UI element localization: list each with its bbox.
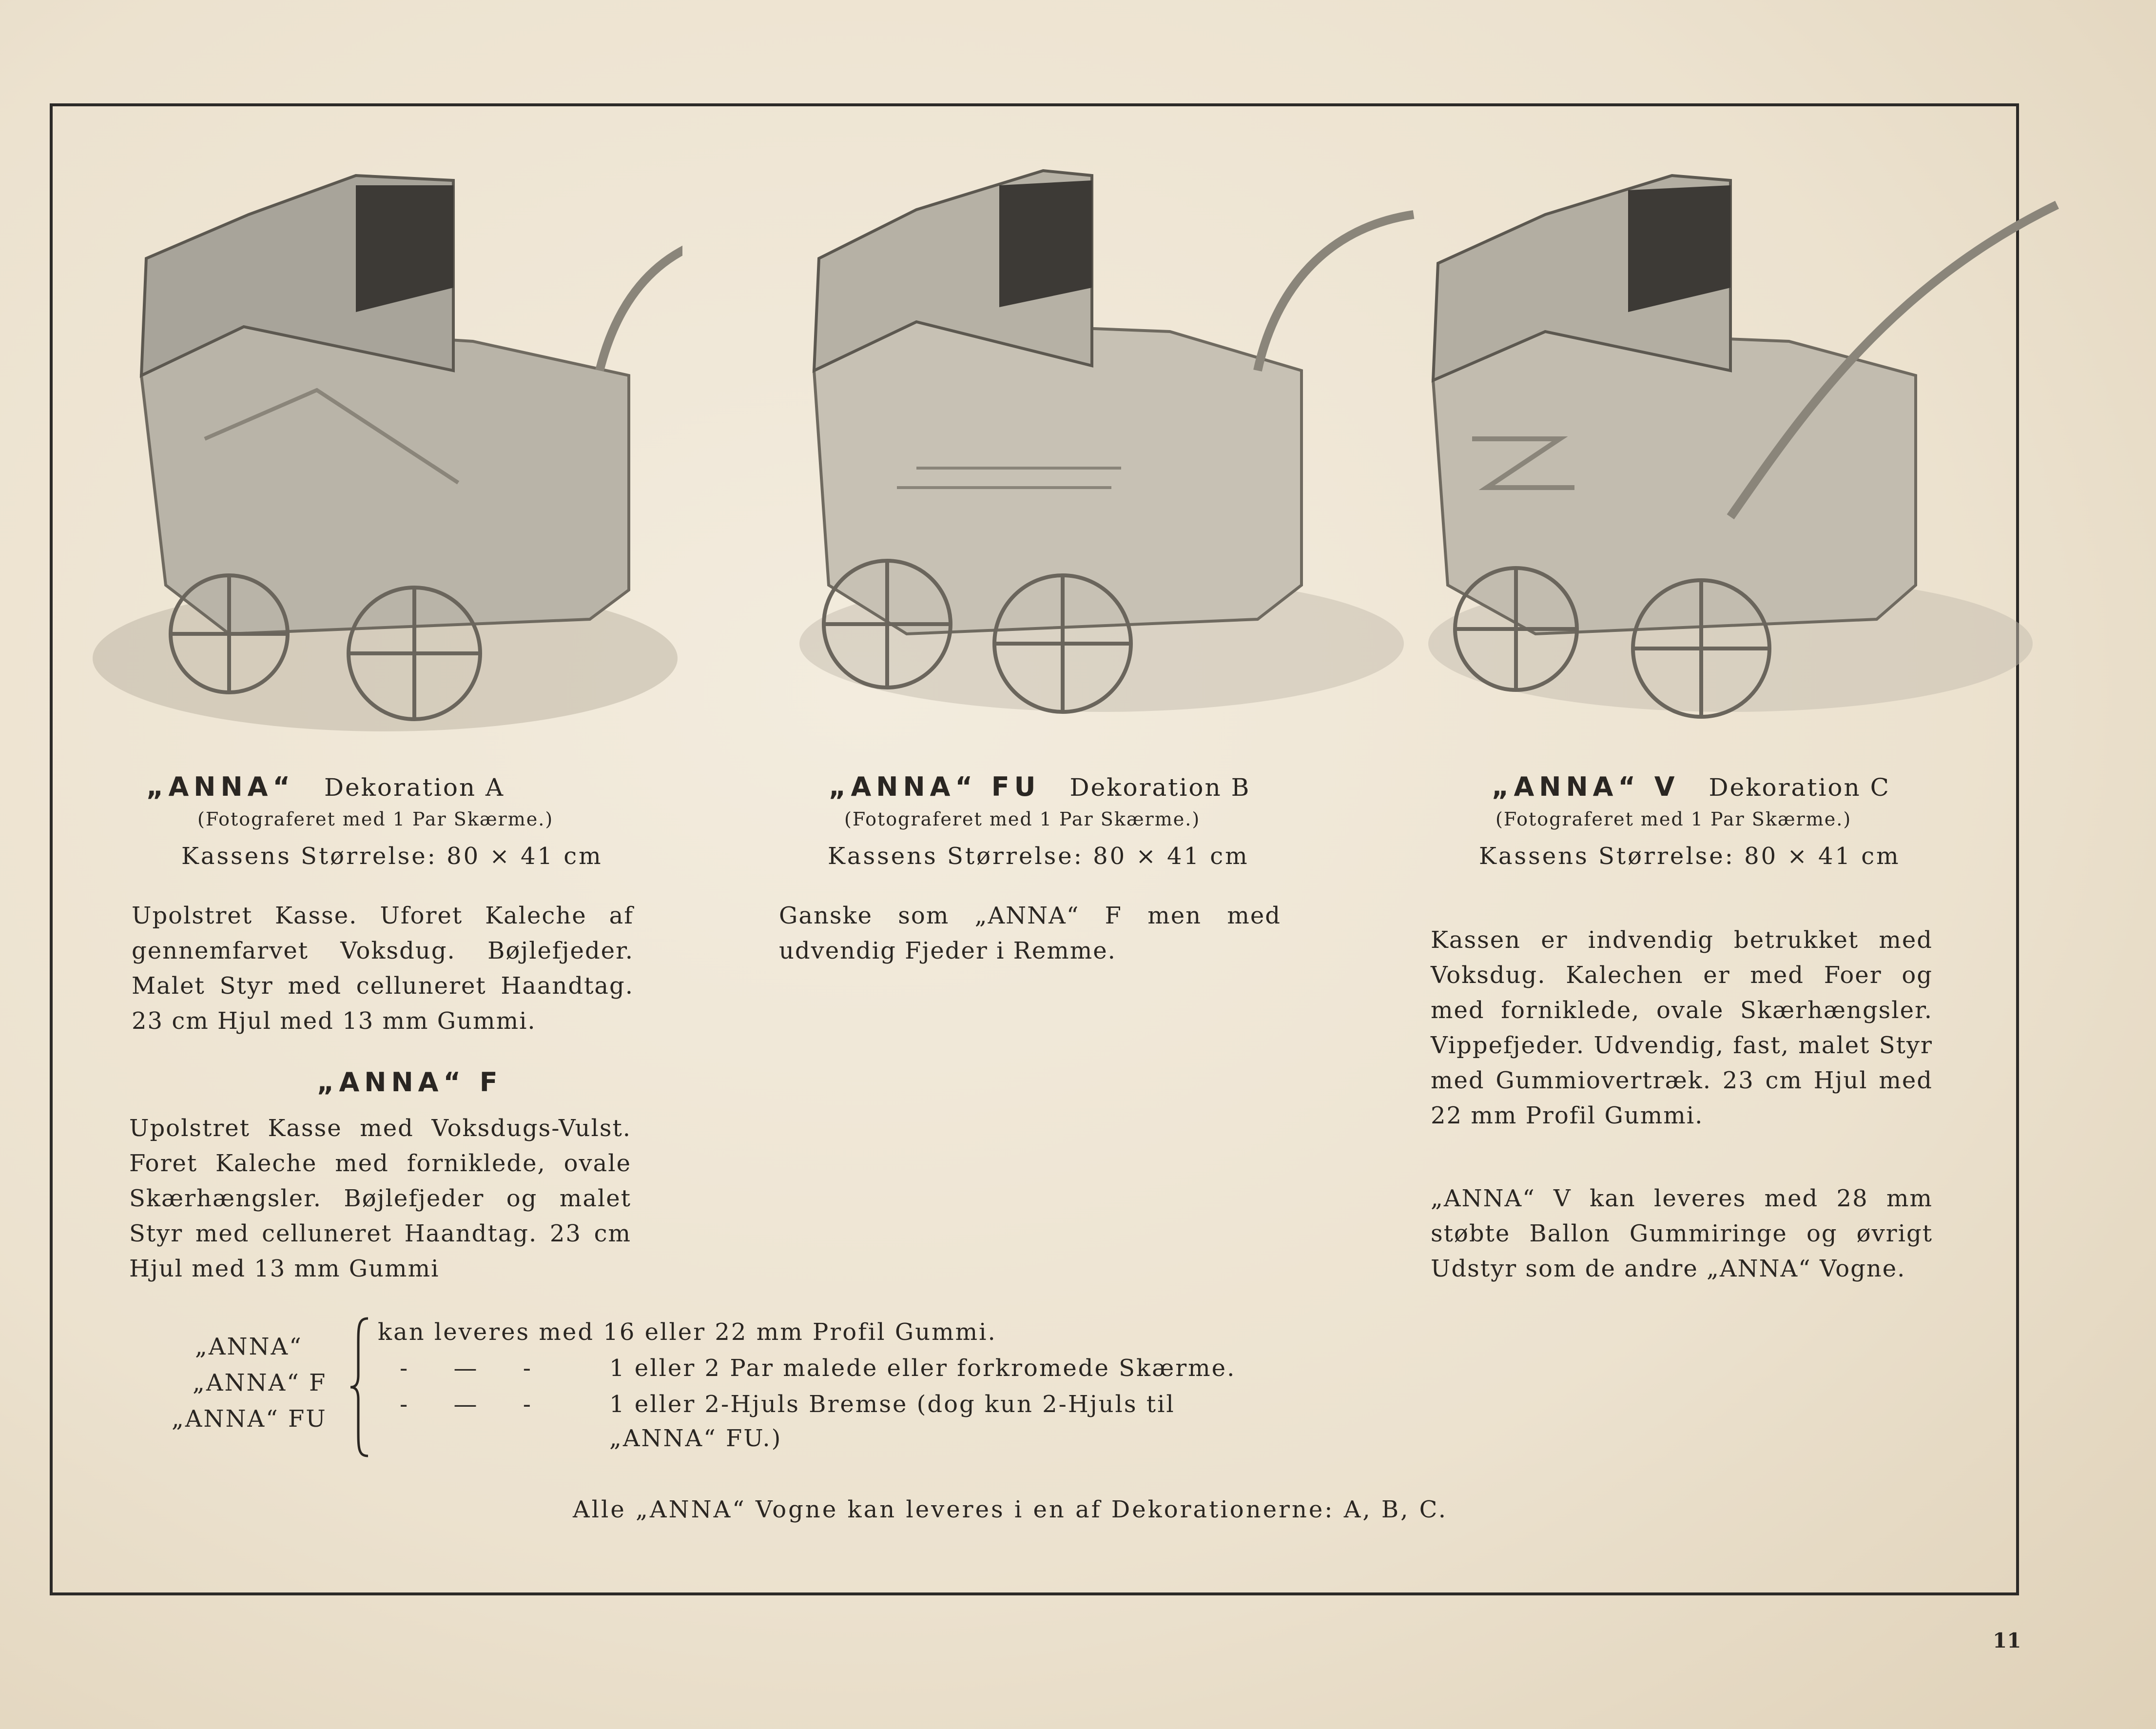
decoration-label: Dekoration B [1069,773,1251,802]
photo-note: (Fotograferet med 1 Par Skærme.) [1496,808,1852,830]
product-name: „ANNA“ V [1492,771,1680,802]
option-line [400,1391,1175,1418]
option-text: 1 eller 2 Par malede eller forkromede Skærme. [609,1355,1236,1382]
product-heading-b [829,771,1462,802]
box-size: Kassens Størrelse: 80 × 41 cm [1479,843,1901,870]
footer-note: Alle „ANNA“ Vogne kan leveres i en af Dekorationerne: A, B, C. [573,1496,1448,1523]
option-line [609,1425,782,1452]
anna-f-description: Upolstret Kasse med Voksdugs-Vulst. Foret Kaleche med forniklede, ovale Skærhængsler. Bøjlefjeder og malet Styr med celluneret Haandtag. 23 cm Hjul med 13 mm Gummi [129,1115,631,1282]
pram-photo-c [1399,166,2067,727]
product-description: Upolstret Kasse. Uforet Kaleche af gennemfarvet Voksdug. Bøjlefjeder. Malet Styr med celluneret Haandtag. 23 cm Hjul med 13 mm Gummi. [132,902,634,1035]
brace [349,1316,373,1458]
decoration-label: Dekoration A [324,773,505,802]
anna-f-heading: „ANNA“ F [317,1067,503,1098]
photo-note: (Fotograferet med 1 Par Skærme.) [197,808,554,830]
option-text: „ANNA“ FU.) [609,1425,782,1452]
model-name: „ANNA“ [195,1333,303,1360]
model-name: „ANNA“ FU [172,1405,327,1433]
decoration-label: Dekoration C [1709,773,1890,802]
model-name: „ANNA“ F [193,1369,327,1396]
product-name: „ANNA“ [146,771,295,802]
option-text: 1 eller 2-Hjuls Bremse (dog kun 2-Hjuls til [609,1391,1175,1418]
product-name: „ANNA“ FU [829,771,1041,802]
pram-photo-a [83,166,682,746]
photo-note: (Fotograferet med 1 Par Skærme.) [844,808,1201,830]
option-line [378,1318,997,1346]
ditto-marks: - — - [400,1355,533,1382]
option-text: kan leveres med 16 eller 22 mm Profil Gummi. [378,1318,997,1346]
box-size: Kassens Størrelse: 80 × 41 cm [828,843,1249,870]
box-size: Kassens Størrelse: 80 × 41 cm [181,843,603,870]
product-heading-c [1492,771,2125,802]
product-description: Ganske som „ANNA“ F men med udvendig Fjeder i Remme. [779,902,1281,964]
anna-v-extra: „ANNA“ V kan leveres med 28 mm støbte Ballon Gummiringe og øvrigt Udstyr som de andre „ANNA“ Vogne. [1431,1185,1933,1282]
product-description: Kassen er indvendig betrukket med Voksdug. Kalechen er med Foer og med forniklede, ovale Skærhængsler. Vippefjeder. Udvendig, fast, malet Styr med Gummiovertræk. 23 cm Hjul med 22 mm Profil Gummi. [1431,926,1933,1129]
ditto-marks: - — - [400,1391,533,1418]
product-heading-a [146,771,780,802]
option-line [400,1355,1236,1382]
pram-photo-b [770,166,1433,727]
page-number: 11 [1993,1629,2021,1652]
